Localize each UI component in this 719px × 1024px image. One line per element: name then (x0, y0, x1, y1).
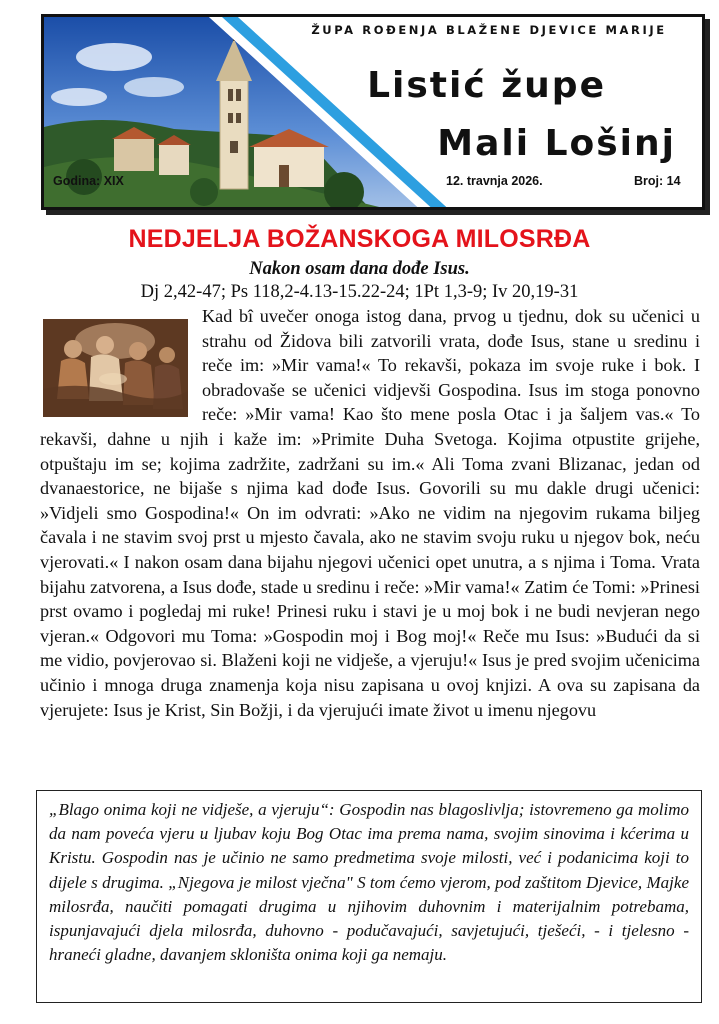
parish-name: ŽUPA ROĐENJA BLAŽENE DJEVICE MARIJE (311, 23, 667, 37)
issue-date: 12. travnja 2026. (446, 174, 543, 188)
bulletin-title-line1: Listić župe (367, 65, 606, 106)
reflection-text: „Blago onima koji ne vidješe, a vjeruju“: Gospodin nas blagoslivlja; istovremeno ga molimo da nam poveća vjeru u ljubav koju Bog Otac ima prema nama, svojim sinovima i kćerima u Kristu. Gospodin nas je učinio ne samo predmetima svoje milosti, već i podanicima koji to dijele s drugima. „Njegova je milost vječna" S tom ćemo vjerom, pod zaštitom Djevice, Majke milosrđa, naučiti pomagati drugima u njihovim duhovnim i materijalnim potrebama, ispunjavajući djela milosrđa, duhovno - podučavajući, savjetujući, tješeći, - i tjelesno - hraneći gladne, davanjem skloništa onima koji ga nemaju. (49, 800, 689, 965)
readings-references: Dj 2,42-47; Ps 118,2-4.13-15.22-24; 1Pt 1,3-9; Iv 20,19-31 (140, 282, 579, 302)
page-title: NEDJELJA BOŽANSKOGA MILOSRĐA (128, 225, 591, 253)
gospel-text: Kad bî uvečer onoga istog dana, prvog u tjednu, dok su učenici u strahu od Židova bili zatvorili vrata, dođe Isus, stane u sredinu i reče im: »Mir vama!« To rekavši, pokaza im svoje ruke i bok. I obradovaše se učenici vidjevši Gospodina. Isus im stoga ponovno reče: »Mir vama! Kao što mene posla Otac i ja šaljem vas.« To rekavši, dahne u njih i kaže im: »Primite Duha Svetoga. Kojima otpustite grijehe, otpuštaju im se; kojima zadržite, zadržani su im.« Ali Toma zvani Blizanac, jedan od dvanaestorice, ne bijaše s njima kad dođe Isus. Govorili su mu dakle drugi učenici: »Vidjeli smo Gospodina!« On im odvrati: »Ako ne vidim na njegovim rukama biljeg čavala i ne stavim svoj prst u mjesto čavala, ako ne stavim svoju ruku u njegov bok, neću vjerovati.« I nakon osam dana bijahu njegovi učenici opet unutra, a s njima i Toma. Vrata bijahu zatvorena, a Isus dođe, stade u sredinu i reče: »Mir vama!« Zatim će Tomi: »Prinesi prst ovamo i pogledaj mi ruke! Prinesi ruku i stavi je u moj bok i ne budi nevjeran nego vjeran.« Odgovori mu Toma: »Gospodin moj i Bog moj!« Reče mu Isus: »Budući da si me vidio, povjerovao si. Blaženi koji ne vidješe, a vjeruju!« Isus je pred svojim učenicima učinio i mnoga druga znamenja koja nisu zapisana u ovoj knjizi. A ova su zapisana da vjerujete: Isus je Krist, Sin Božji, i da vjerujući imate život u imenu njegovu (40, 306, 700, 720)
reflection-box (36, 790, 702, 1003)
page-subtitle: Nakon osam dana dođe Isus. (249, 259, 470, 279)
year-label: Godina: XIX (53, 174, 124, 188)
masthead-banner (41, 14, 705, 210)
image-spacer (40, 304, 202, 424)
gospel-passage (40, 304, 700, 776)
issue-number: Broj: 14 (634, 174, 681, 188)
bulletin-title-line2: Mali Lošinj (437, 123, 676, 164)
